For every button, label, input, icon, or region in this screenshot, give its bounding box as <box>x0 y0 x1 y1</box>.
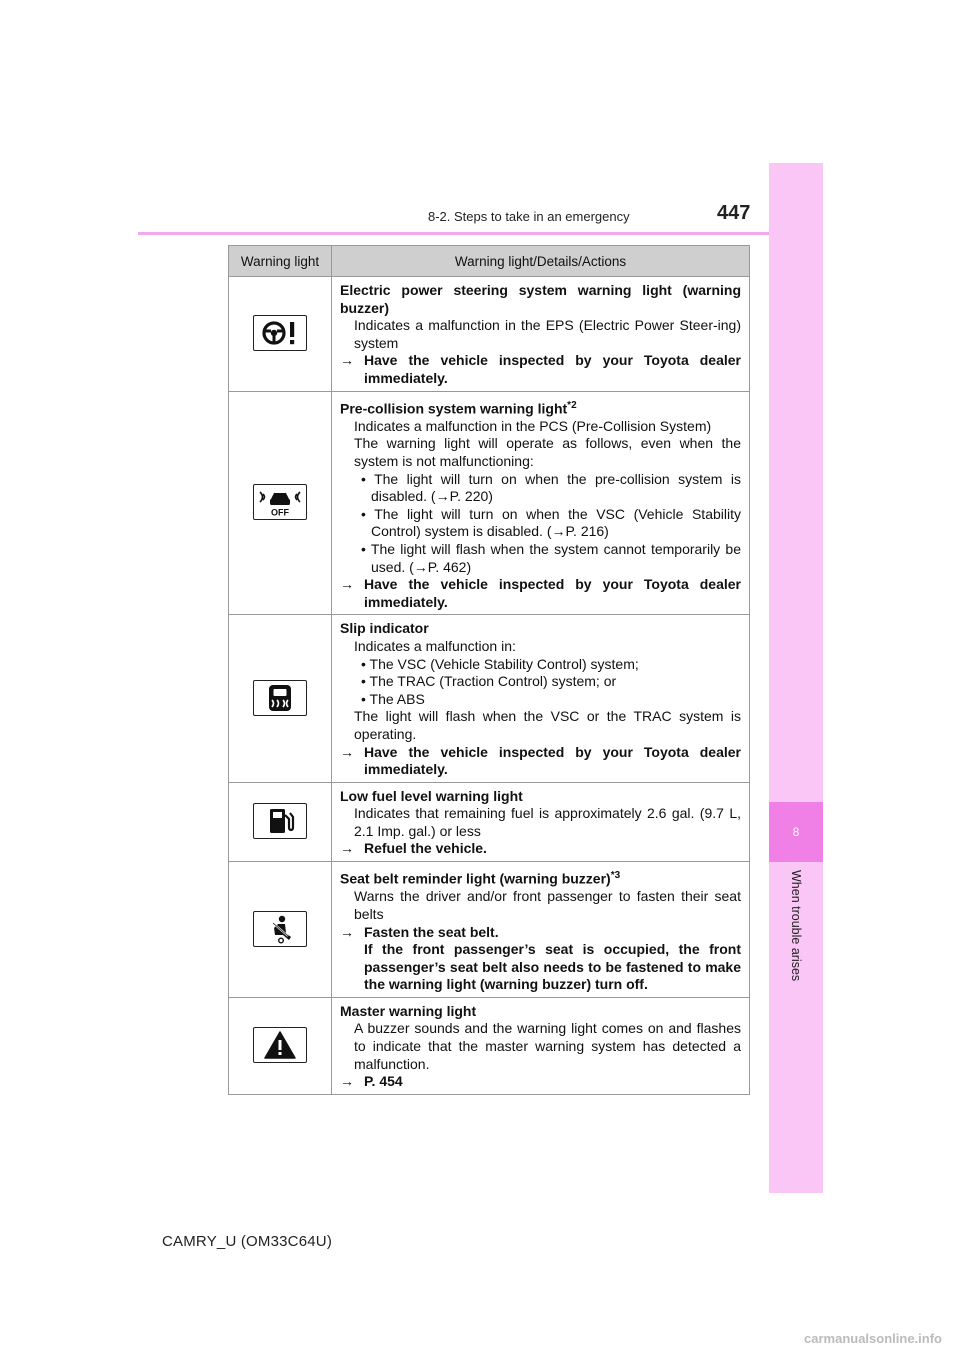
row-action <box>340 576 741 611</box>
arrow-icon: → <box>340 576 354 593</box>
row-action <box>340 924 741 942</box>
page-number: 447 <box>717 202 751 224</box>
row-detail: Indicates that remaining fuel is approximately 2.6 gal. (9.7 L, 2.1 Imp. gal.) or less <box>354 805 741 839</box>
details-cell <box>332 782 750 861</box>
row-detail: A buzzer sounds and the warning light comes on and flashes to indicate that the master warning system has detected a malfunction. <box>354 1020 741 1072</box>
master-warning-icon <box>253 1027 307 1063</box>
footer-model: CAMRY_U (OM33C64U) <box>162 1233 333 1250</box>
row-title-text: Pre-collision system warning light <box>340 400 568 417</box>
row-detail: Indicates a malfunction in the PCS (Pre-Collision System) <box>354 417 712 434</box>
table-row <box>229 782 750 861</box>
watermark: carmanualsonline.info <box>804 1331 942 1346</box>
arrow-icon: → <box>340 840 354 857</box>
row-title <box>340 397 741 418</box>
row-title: Electric power steering system warning light (warning buzzer) <box>340 282 741 316</box>
warning-light-table <box>228 245 750 1095</box>
row-action-text: Have the vehicle inspected by your Toyota dealer immediately. <box>364 352 741 386</box>
row-bullet: • The light will turn on when the VSC (Vehicle Stability Control) system is disabled. (→P. 216) <box>361 505 741 540</box>
side-tab-label: When trouble arises <box>789 870 803 982</box>
row-action-extra <box>340 941 741 994</box>
details-cell <box>332 391 750 615</box>
row-detail: Indicates a malfunction in the EPS (Electric Power Steer-ing) system <box>354 317 741 351</box>
icon-cell <box>229 862 332 998</box>
table-row <box>229 391 750 615</box>
row-title-text: Seat belt reminder light (warning buzzer) <box>340 870 611 887</box>
table-row <box>229 997 750 1094</box>
details-cell <box>332 277 750 392</box>
footnote-ref: *3 <box>610 870 621 882</box>
row-action-text: Have the vehicle inspected by your Toyota dealer immediately. <box>364 576 741 610</box>
eps-warning-icon <box>253 315 307 351</box>
row-bullet: • The VSC (Vehicle Stability Control) system; <box>361 655 639 672</box>
row-detail: The light will flash when the VSC or the TRAC system is operating. <box>354 708 741 742</box>
row-action[interactable] <box>340 1073 741 1091</box>
row-detail: The warning light will operate as follows, even when the system is not malfunctioning: <box>354 435 741 469</box>
row-action <box>340 352 741 387</box>
column-header-details: Warning light/Details/Actions <box>332 246 750 277</box>
arrow-icon: → <box>340 743 354 760</box>
section-title: 8-2. Steps to take in an emergency <box>428 209 630 224</box>
page-reference-link[interactable]: P. 454 <box>364 1073 403 1090</box>
table-row <box>229 277 750 392</box>
icon-cell <box>229 391 332 615</box>
row-title <box>340 867 741 888</box>
details-cell <box>332 862 750 998</box>
row-bullet: • The ABS <box>361 690 425 707</box>
row-bullet: • The light will flash when the system cannot temporarily be used. (→P. 462) <box>361 540 741 575</box>
row-action-text: Fasten the seat belt. <box>364 923 499 940</box>
side-tab-number[interactable]: 8 <box>769 802 823 862</box>
row-action <box>340 744 741 779</box>
slip-indicator-icon <box>253 680 307 716</box>
arrow-icon: → <box>340 1073 354 1090</box>
pcs-off-icon <box>253 484 307 520</box>
row-title: Slip indicator <box>340 620 429 637</box>
arrow-icon: → <box>340 923 354 940</box>
icon-cell <box>229 615 332 782</box>
table-row <box>229 615 750 782</box>
seat-belt-icon <box>253 911 307 947</box>
row-bullet: • The TRAC (Traction Control) system; or <box>361 673 617 690</box>
details-cell <box>332 615 750 782</box>
column-header-warning-light: Warning light <box>229 246 332 277</box>
row-action <box>340 840 741 858</box>
fuel-pump-icon <box>253 803 307 839</box>
footnote-ref: *2 <box>567 399 577 411</box>
pcs-off-text: OFF <box>271 507 289 518</box>
header-rule <box>138 232 823 235</box>
row-title: Master warning light <box>340 1002 477 1019</box>
row-detail: Warns the driver and/or front passenger to fasten their seat belts <box>354 888 741 922</box>
row-action-text: Refuel the vehicle. <box>364 840 487 857</box>
arrow-icon: → <box>340 352 354 369</box>
details-cell <box>332 997 750 1094</box>
row-bullet: • The light will turn on when the pre-collision system is disabled. (→P. 220) <box>361 470 741 505</box>
side-tab-strip <box>769 163 823 1193</box>
icon-cell <box>229 782 332 861</box>
row-title: Low fuel level warning light <box>340 787 523 804</box>
icon-cell <box>229 277 332 392</box>
row-action-extra-text: If the front passenger’s seat is occupied, the front passenger’s seat belt also needs to be fastened to make the warning light (warning buzzer) turn off. <box>364 941 741 993</box>
icon-cell <box>229 997 332 1094</box>
table-row <box>229 862 750 998</box>
row-action-text: Have the vehicle inspected by your Toyota dealer immediately. <box>364 743 741 778</box>
row-detail: Indicates a malfunction in: <box>354 637 516 654</box>
table-header-row <box>229 246 750 277</box>
